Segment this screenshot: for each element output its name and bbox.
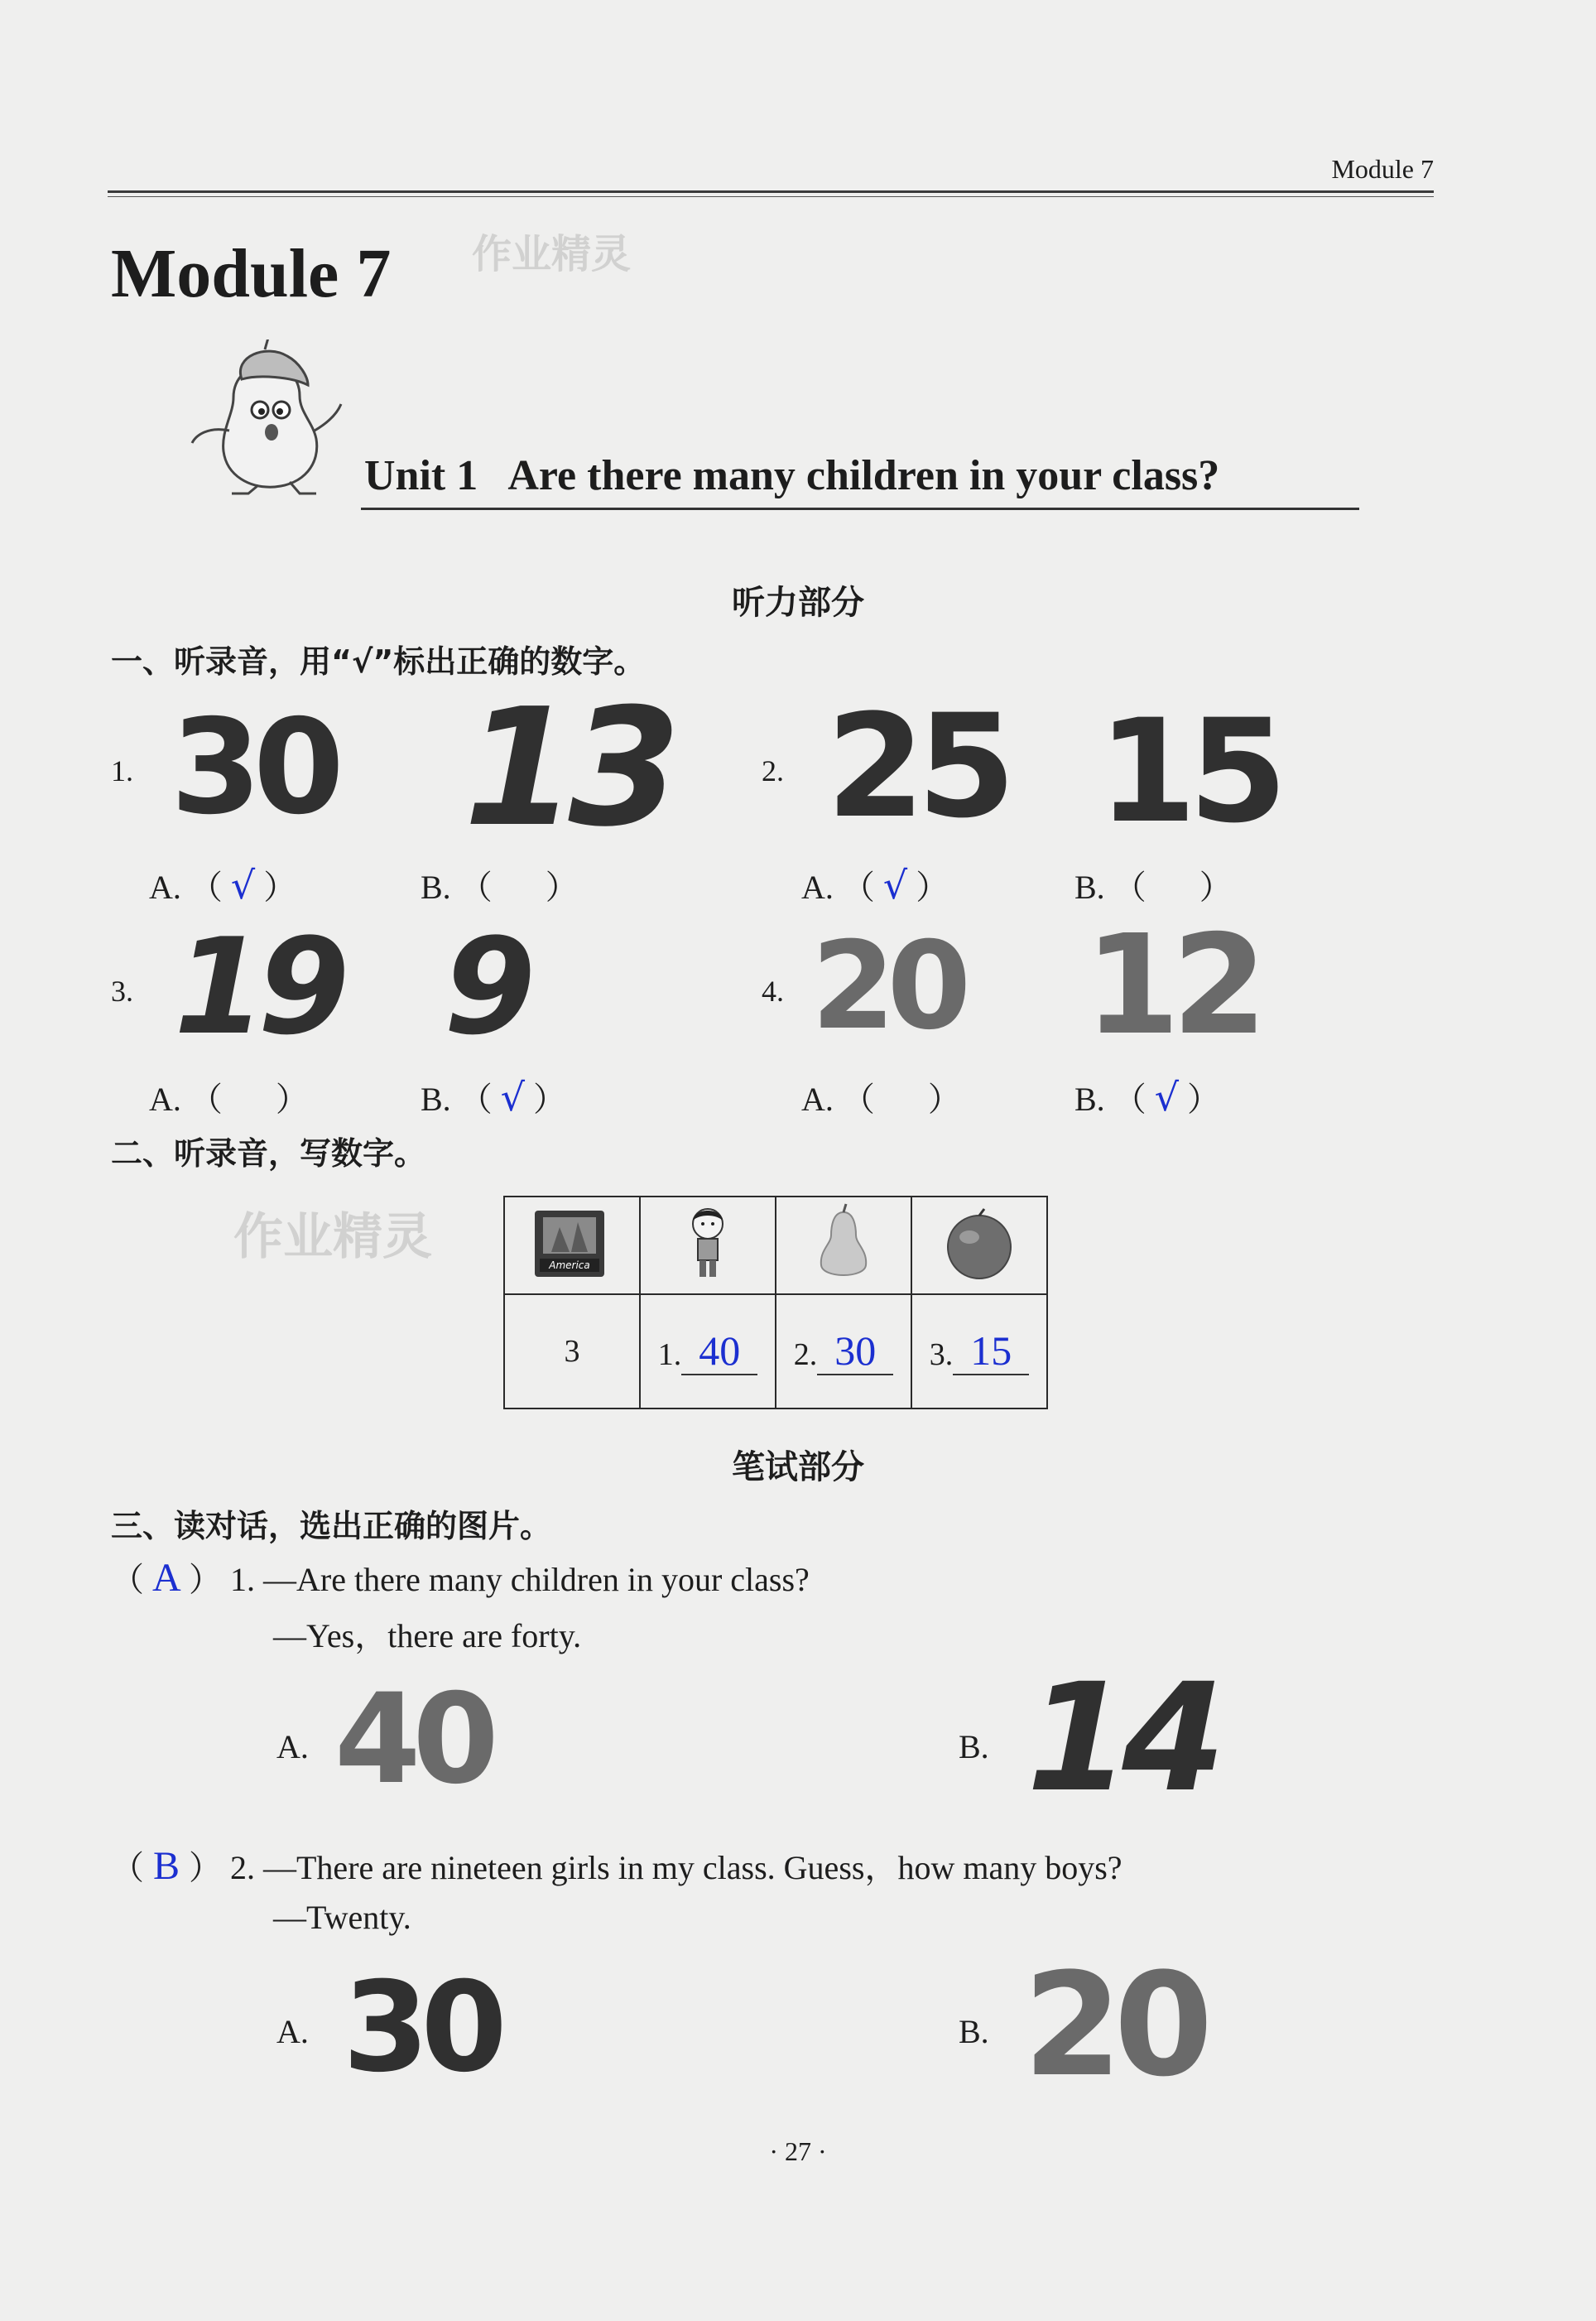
dialog-line: —There are nineteen girls in my class. Guess，how many boys?	[263, 1849, 1122, 1886]
number-picture-b: 13	[464, 674, 673, 863]
section-listening: 听力部分	[732, 584, 864, 622]
q1-item-number: 4.	[762, 975, 784, 1008]
q1-item-number: 1.	[111, 754, 133, 787]
q2-heading: 二、听录音，写数字。	[111, 1135, 426, 1172]
option-label: B.	[959, 1728, 989, 1765]
q1-heading: 一、听录音，用“√”标出正确的数字。	[111, 643, 646, 680]
answer-blank: 15	[953, 1328, 1029, 1375]
option-a: A. （ √ ）	[801, 863, 949, 908]
unit-title-underline	[361, 508, 1359, 510]
number-picture-b: 12	[1084, 906, 1260, 1066]
book-title: America	[549, 1259, 590, 1271]
q3-item-2: （ B ） 2. —There are nineteen girls in my class. Guess，how many boys?	[111, 1844, 1122, 1888]
section-writing: 笔试部分	[732, 1448, 864, 1486]
number-picture-a: 25	[826, 683, 1008, 850]
answer-letter: B	[152, 1844, 180, 1888]
pear-mascot-illustration	[184, 339, 358, 501]
number-picture-a: 19	[174, 909, 342, 1064]
option-b: B. （ √ ）	[1074, 1075, 1220, 1120]
module-title: Module 7	[111, 235, 392, 312]
answer-blank: 40	[681, 1328, 757, 1375]
item-number: 1.	[230, 1561, 255, 1598]
option-label: B.	[959, 2013, 989, 2050]
option-b: B. （ ）	[1074, 869, 1233, 906]
blank-number: 1.	[657, 1336, 682, 1372]
number-picture-b: 14	[1026, 1652, 1218, 1825]
pictures-table	[503, 1196, 1048, 1409]
number-picture-a: 20	[811, 916, 964, 1057]
watermark: 作业精灵	[233, 1208, 432, 1266]
number-picture-b: 9	[444, 909, 528, 1064]
option-label: B.	[421, 869, 451, 906]
table-cell	[776, 1197, 911, 1294]
option-label: A.	[149, 1081, 181, 1118]
option-label: A.	[149, 869, 181, 906]
option-a: A. （ ）	[149, 1081, 309, 1118]
answer-check-mark: √	[500, 1075, 525, 1120]
book-icon	[526, 1202, 618, 1285]
given-number: 3	[564, 1334, 580, 1369]
blank-number: 2.	[793, 1336, 818, 1372]
option-label: B.	[1074, 1081, 1105, 1118]
orange-icon	[938, 1202, 1021, 1285]
boy-icon	[675, 1202, 741, 1285]
blank-number: 3.	[929, 1336, 954, 1372]
answer-check-mark: √	[230, 863, 256, 908]
table-cell	[776, 1294, 911, 1408]
q3-item-1: （ A ） 1. —Are there many children in your class?	[111, 1556, 810, 1600]
option-b: B. （ √ ）	[421, 1075, 566, 1120]
number-picture-a: 30	[171, 691, 336, 844]
header-rule-thin	[108, 196, 1434, 197]
answer-check-mark: √	[882, 863, 908, 908]
option-label: A.	[276, 2013, 309, 2050]
option-a: A. （ ）	[801, 1081, 961, 1118]
answer-check-mark: √	[1154, 1075, 1179, 1120]
item-number: 2.	[230, 1849, 255, 1886]
answer-blank: 30	[817, 1328, 893, 1375]
table-cell	[504, 1294, 640, 1408]
number-picture-b: 15	[1098, 688, 1280, 855]
dialog-line: —Yes，there are forty.	[273, 1617, 582, 1654]
header-rule	[108, 190, 1434, 193]
number-picture-a: 30	[343, 1956, 499, 2100]
dialog-line: —Twenty.	[273, 1899, 411, 1936]
table-cell	[504, 1197, 640, 1294]
option-label: A.	[801, 869, 834, 906]
number-picture-a: 40	[334, 1668, 491, 1812]
table-cell	[640, 1294, 776, 1408]
unit-title: Unit 1 Are there many children in your class?	[364, 452, 1220, 499]
q1-item-number: 2.	[762, 754, 784, 787]
number-picture-b: 20	[1023, 1942, 1205, 2108]
running-header: Module 7	[1331, 154, 1434, 184]
option-label: B.	[421, 1081, 451, 1118]
pear-icon	[806, 1202, 881, 1285]
option-label: B.	[1074, 869, 1105, 906]
q3-heading: 三、读对话，选出正确的图片。	[111, 1508, 552, 1544]
option-b: B. （ ）	[421, 869, 579, 906]
dialog-line: —Are there many children in your class?	[263, 1561, 810, 1598]
option-a: A. （ √ ）	[149, 863, 297, 908]
table-cell	[911, 1294, 1047, 1408]
q1-item-number: 3.	[111, 975, 133, 1008]
option-label: A.	[276, 1728, 309, 1765]
table-cell	[911, 1197, 1047, 1294]
answer-letter: A	[152, 1556, 181, 1600]
option-label: A.	[801, 1081, 834, 1118]
table-cell	[640, 1197, 776, 1294]
watermark: 作业精灵	[472, 231, 632, 277]
page-number: · 27 ·	[769, 2136, 827, 2166]
